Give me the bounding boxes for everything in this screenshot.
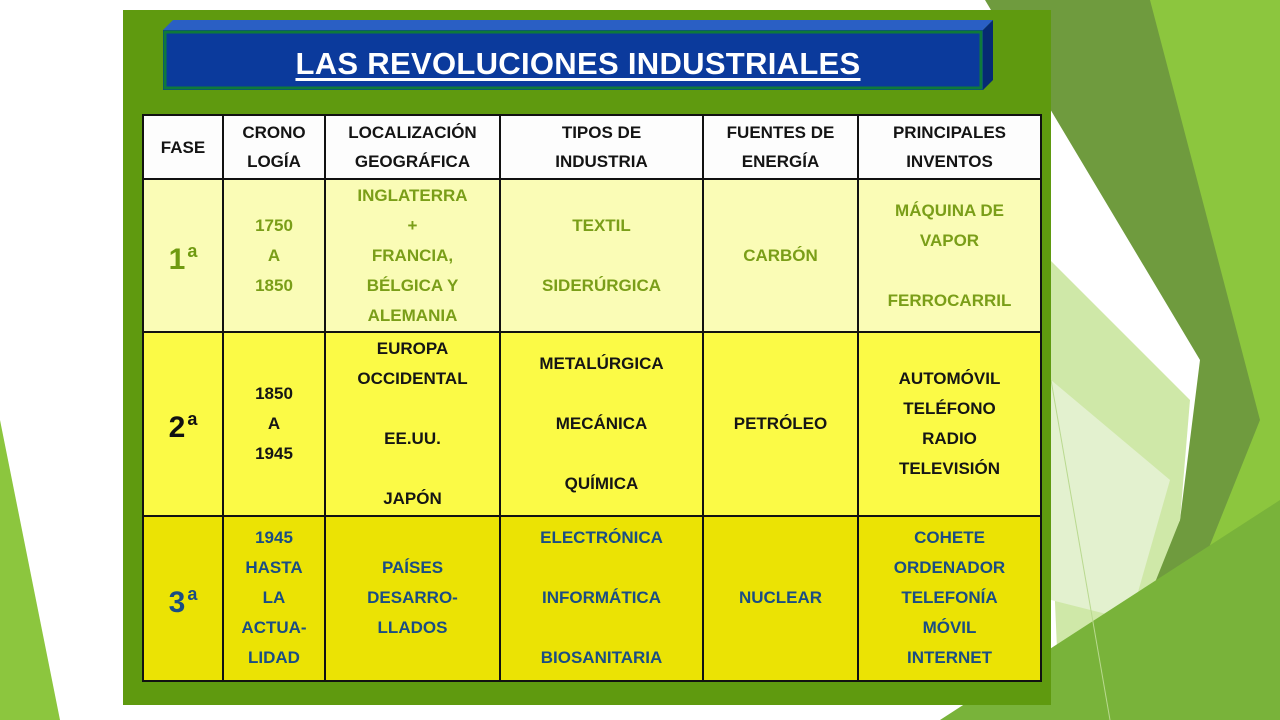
localizacion-cell: PAÍSES DESARRO- LLADOS <box>325 516 500 681</box>
table-row <box>143 179 1041 332</box>
inventos-cell: COHETE ORDENADOR TELEFONÍA MÓVIL INTERNET <box>858 516 1041 681</box>
revolutions-table <box>142 114 1042 682</box>
table-header-row <box>143 115 1041 179</box>
bg-shape-left-strip <box>0 420 60 720</box>
page-title: LAS REVOLUCIONES INDUSTRIALES <box>295 46 861 81</box>
localizacion-cell: EUROPA OCCIDENTAL EE.UU. JAPÓN <box>325 332 500 515</box>
header-inventos: PRINCIPALES INVENTOS <box>858 115 1041 179</box>
fuentes-energia-cell: PETRÓLEO <box>703 332 858 515</box>
slide-panel <box>123 10 1051 705</box>
tipos-industria-cell: TEXTIL SIDERÚRGICA <box>500 179 703 332</box>
cronologia-cell: 1750 A 1850 <box>223 179 325 332</box>
fase-cell <box>143 516 223 681</box>
fase-cell <box>143 332 223 515</box>
inventos-cell: MÁQUINA DE VAPOR FERROCARRIL <box>858 179 1041 332</box>
header-fase: FASE <box>143 115 223 179</box>
fase-cell <box>143 179 223 332</box>
cronologia-cell: 1850 A 1945 <box>223 332 325 515</box>
fase-number: 2 <box>168 411 186 445</box>
fase-ordinal: a <box>187 583 198 604</box>
inventos-cell: AUTOMÓVIL TELÉFONO RADIO TELEVISIÓN <box>858 332 1041 515</box>
title-box <box>163 20 993 90</box>
header-cronologia: CRONO LOGÍA <box>223 115 325 179</box>
header-tipos-industria: TIPOS DE INDUSTRIA <box>500 115 703 179</box>
fase-ordinal: a <box>187 409 198 430</box>
table-row <box>143 332 1041 515</box>
tipos-industria-cell: METALÚRGICA MECÁNICA QUÍMICA <box>500 332 703 515</box>
fuentes-energia-cell: NUCLEAR <box>703 516 858 681</box>
tipos-industria-cell: ELECTRÓNICA INFORMÁTICA BIOSANITARIA <box>500 516 703 681</box>
cronologia-cell: 1945 HASTA LA ACTUA- LIDAD <box>223 516 325 681</box>
fase-number: 3 <box>168 585 186 619</box>
fase-ordinal: a <box>187 241 198 262</box>
localizacion-cell: INGLATERRA + FRANCIA, BÉLGICA Y ALEMANIA <box>325 179 500 332</box>
header-fuentes-energia: FUENTES DE ENERGÍA <box>703 115 858 179</box>
fuentes-energia-cell: CARBÓN <box>703 179 858 332</box>
fase-number: 1 <box>168 243 186 277</box>
table-row <box>143 516 1041 681</box>
header-localizacion: LOCALIZACIÓN GEOGRÁFICA <box>325 115 500 179</box>
